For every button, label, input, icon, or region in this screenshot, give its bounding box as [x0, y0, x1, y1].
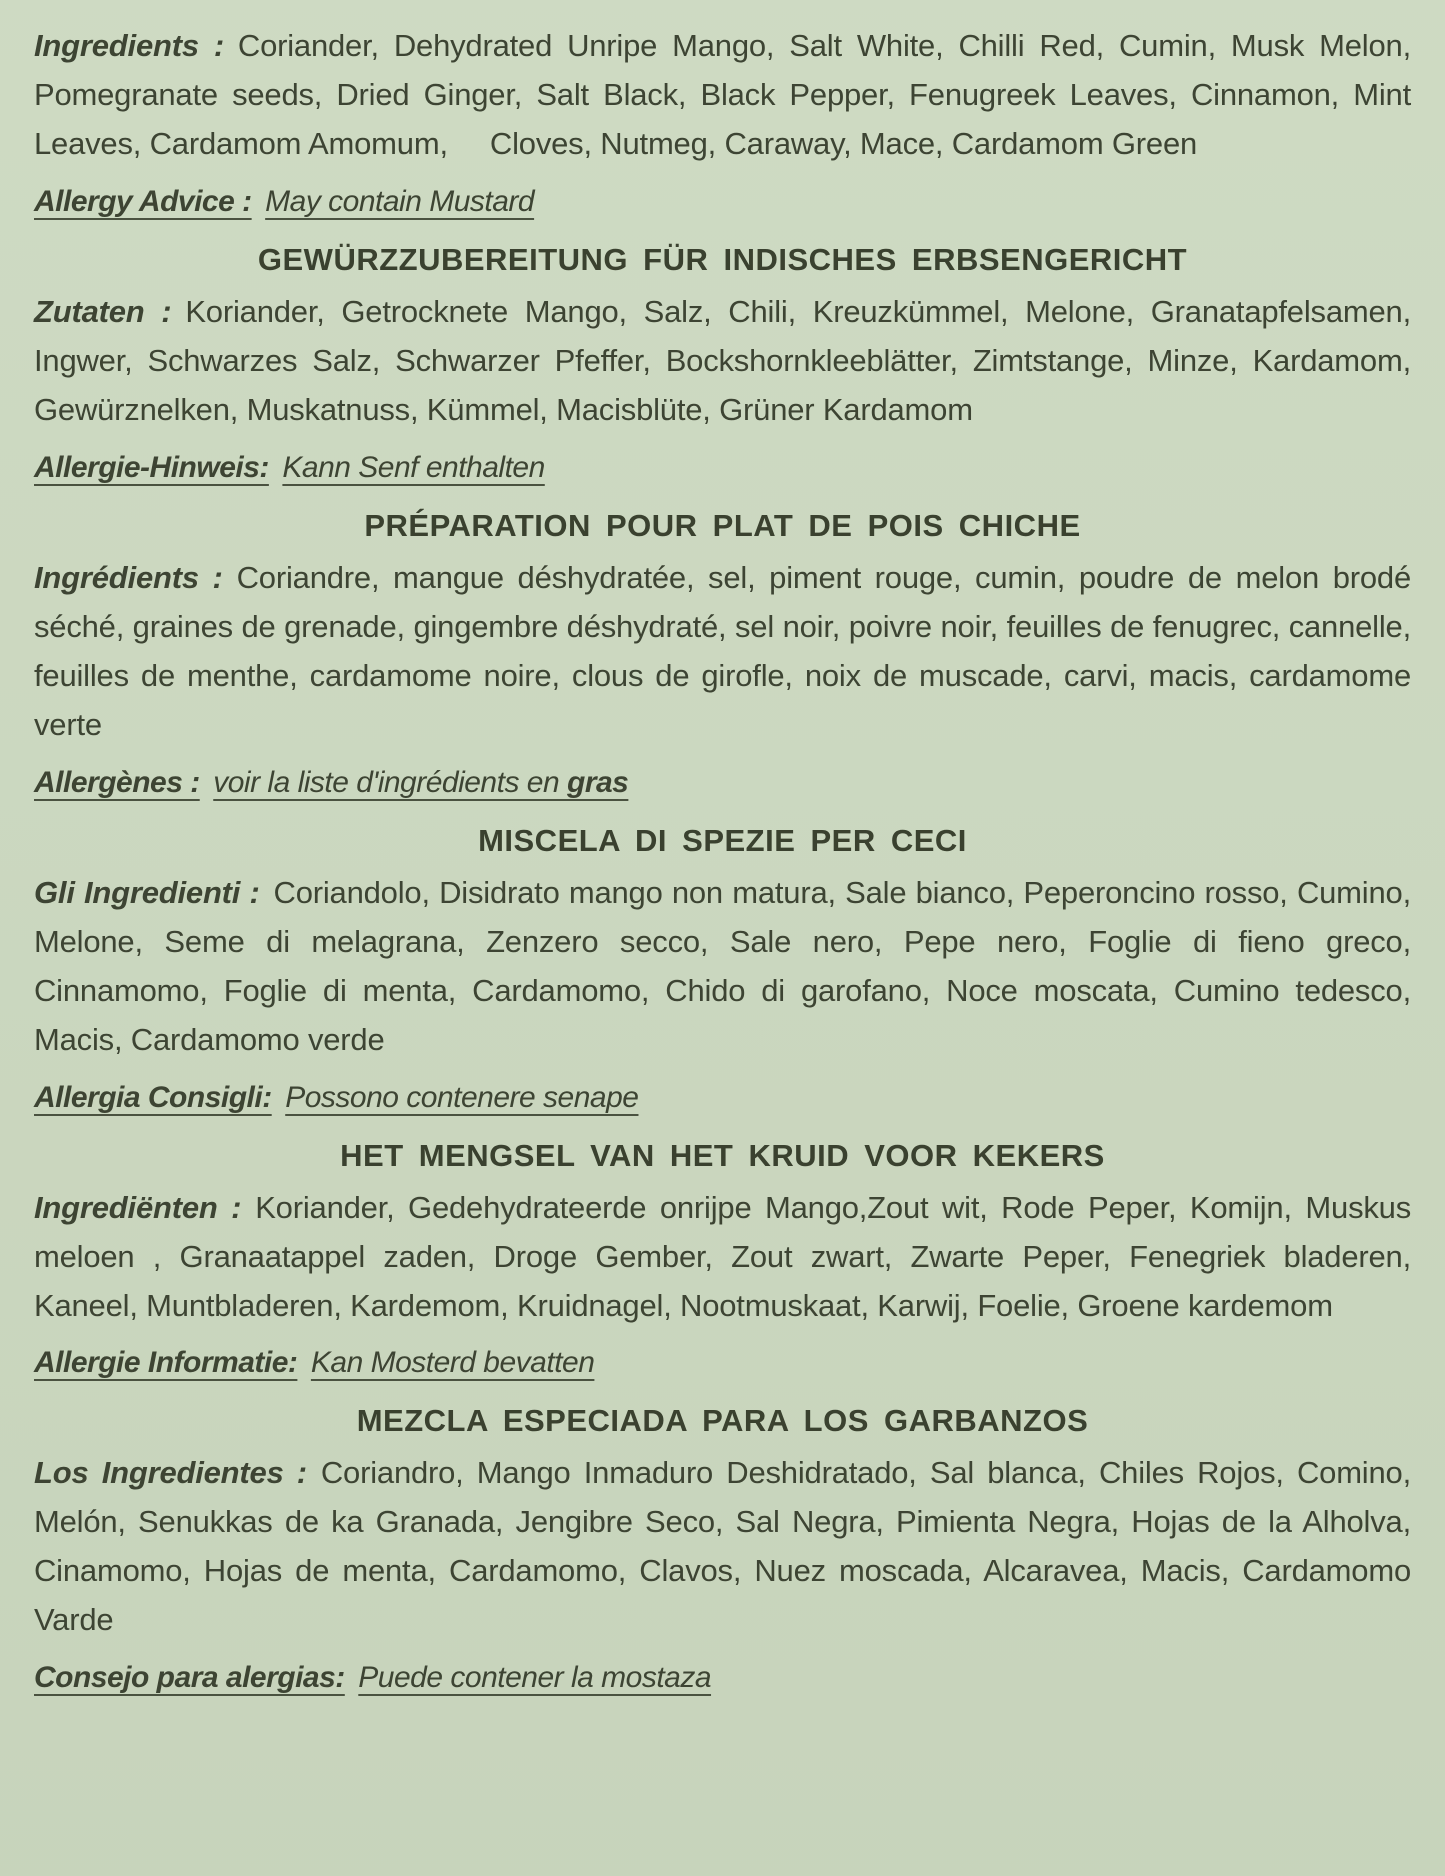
section-heading: HET MENGSEL VAN HET KRUID VOOR KEKERS [340, 1137, 1105, 1173]
ingredients-text: Koriander, Gedehydrateerde onrijpe Mango,Zout wit, Rode Peper, Komijn, Muskus meloen , Granaatappel zaden, Droge Gember, Zout zwart, Zwarte Peper, Fenegriek bladeren, Kaneel, Muntbladeren, Kardemom, Kruidnagel, Nootmuskaat, Karwij, Foelie, Groene kardemom [34, 1189, 1412, 1323]
spice-label-panel [34, 22, 1411, 1700]
ingredients-text: Coriander, Dehydrated Unripe Mango, Salt White, Chilli Red, Cumin, Musk Melon, Pomegranate seeds, Dried Ginger, Salt Black, Black Pepper, Fenugreek Leaves, Cinnamon, Mint Leaves, Cardamom Amomum, Cloves, Nutmeg, Caraway, Mace, Cardamom Green [34, 28, 1411, 161]
ingredients-label: Zutaten : [34, 293, 172, 329]
ingredients-paragraph [34, 554, 1411, 750]
allergy-text: May contain Mustard [265, 184, 535, 218]
ingredients-text: Coriandolo, Disidrato mango non matura, Sale bianco, Peperoncino rosso, Cumino, Melone, Seme di melagrana, Zenzero secco, Sale nero, Pepe nero, Foglie di fieno greco, Cinnamomo, Foglie di menta, Cardamomo, Chido di garofano, Noce moscata, Cumino tedesco, Macis, Cardamomo verde [34, 874, 1411, 1057]
ingredients-label: Ingredients : [34, 28, 224, 63]
allergy-text: Puede contener la mostaza [358, 1661, 712, 1695]
allergy-line [34, 1340, 1411, 1385]
allergy-line [34, 179, 1411, 224]
allergy-label: Allergia Consigli: [34, 1080, 272, 1114]
allergy-label: Allergie Informatie: [34, 1346, 298, 1380]
ingredients-text: Coriandre, mangue déshydratée, sel, piment rouge, cumin, poudre de melon brodé séché, graines de grenade, gingembre déshydraté, sel noir, poivre noir, feuilles de fenugrec, cannelle, feuilles de menthe, cardamome noire, clous de girofle, noix de muscade, carvi, macis, cardamome verte [34, 559, 1411, 742]
allergy-label: Allergy Advice : [34, 184, 252, 218]
allergy-text-bold: gras [567, 765, 629, 799]
allergy-line [34, 445, 1411, 490]
ingredients-text: Koriander, Getrocknete Mango, Salz, Chili, Kreuzkümmel, Melone, Granatapfelsamen, Ingwer, Schwarzes Salz, Schwarzer Pfeffer, Bockshornkleeblätter, Zimtstange, Minze, Kardamom, Gewürznelken, Muskatnuss, Kümmel, Macisblüte, Grüner Kardamom [34, 293, 1411, 427]
allergy-text: Possono contenere senape [285, 1080, 639, 1114]
ingredients-label: Ingrediënten : [34, 1189, 242, 1225]
section-heading: PRÉPARATION POUR PLAT DE POIS CHICHE [364, 507, 1081, 543]
allergy-line [34, 760, 1411, 805]
ingredients-label: Ingrédients : [34, 559, 223, 595]
section-heading: GEWÜRZZUBEREITUNG FÜR INDISCHES ERBSENGERICHT [257, 241, 1188, 277]
section-heading: MEZCLA ESPECIADA PARA LOS GARBANZOS [356, 1403, 1089, 1439]
ingredients-paragraph [34, 288, 1411, 435]
label-section-german [34, 242, 1411, 490]
allergy-text: voir la liste d'ingrédients en [213, 765, 567, 799]
ingredients-label: Gli Ingredienti : [34, 874, 260, 910]
ingredients-paragraph [34, 869, 1411, 1065]
allergy-line [34, 1655, 1411, 1700]
ingredients-text: Coriandro, Mango Inmaduro Deshidratado, Sal blanca, Chiles Rojos, Comino, Melón, Senukkas de ka Granada, Jengibre Seco, Sal Negra, Pimienta Negra, Hojas de la Alholva, Cinamomo, Hojas de menta, Cardamomo, Clavos, Nuez moscada, Alcaravea, Macis, Cardamomo Varde [34, 1455, 1411, 1638]
allergy-label: Allergie-Hinweis: [34, 450, 269, 484]
ingredients-paragraph [34, 1449, 1411, 1645]
label-section-french [34, 508, 1411, 805]
label-section-english [34, 22, 1411, 224]
label-section-dutch [34, 1138, 1411, 1386]
label-section-italian [34, 823, 1411, 1120]
label-section-spanish [34, 1403, 1411, 1700]
allergy-line [34, 1075, 1411, 1120]
ingredients-paragraph [34, 22, 1411, 169]
section-heading: MISCELA DI SPEZIE PER CECI [478, 822, 967, 858]
ingredients-label: Los Ingredientes : [34, 1455, 307, 1491]
allergy-label: Consejo para alergias: [34, 1661, 345, 1695]
allergy-label: Allergènes : [34, 765, 200, 799]
ingredients-paragraph [34, 1184, 1411, 1331]
allergy-text: Kan Mosterd bevatten [310, 1346, 595, 1380]
allergy-text: Kann Senf enthalten [282, 450, 545, 484]
